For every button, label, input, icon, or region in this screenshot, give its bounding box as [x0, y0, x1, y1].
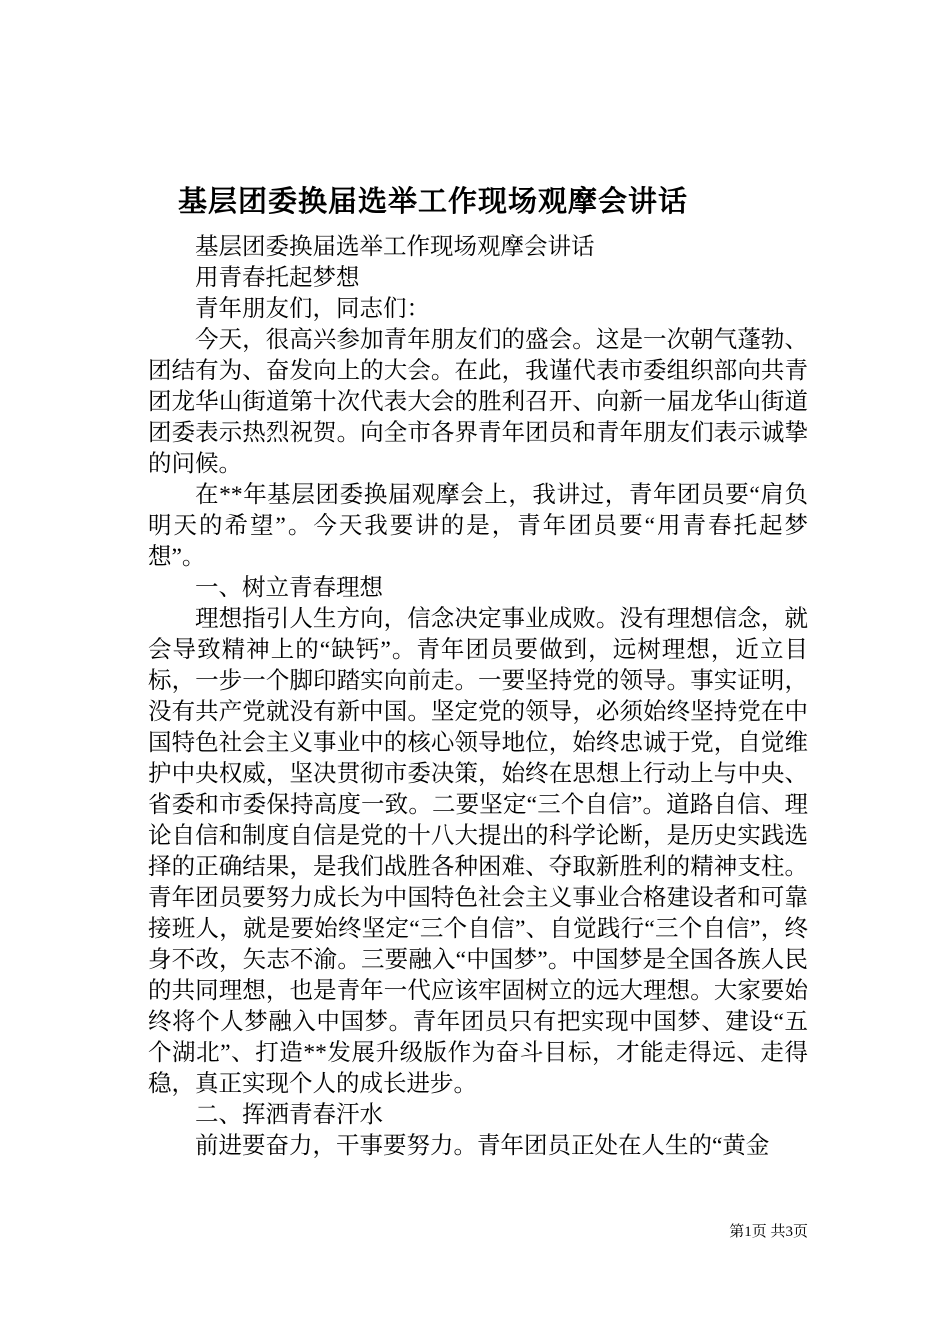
document-title: 基层团委换届选举工作现场观摩会讲话 [178, 186, 689, 218]
paragraph-salutation: 青年朋友们，同志们： [195, 296, 430, 322]
paragraph-body: 在**年基层团委换届观摩会上，我讲过，青年团员要“肩负明天的希望”。今天我要讲的是，青年团员要“用青春托起梦想”。 [148, 482, 808, 570]
paragraph-section-heading: 二、挥洒青春汗水 [195, 1102, 383, 1128]
paragraph-body: 今天，很高兴参加青年朋友们的盛会。这是一次朝气蓬勃、团结有为、奋发向上的大会。在此，我谨代表市委组织部向共青团龙华山街道第十次代表大会的胜利召开、向新一届龙华山街道团委表示热烈祝贺。向全市各界青年团员和青年朋友们表示诚挚的问候。 [148, 327, 808, 477]
paragraph-subtitle: 基层团委换届选举工作现场观摩会讲话 [195, 234, 595, 260]
document-content [148, 182, 808, 1162]
page-footer [148, 1222, 808, 1242]
paragraph-section-heading: 一、树立青春理想 [195, 575, 383, 601]
paragraph-body: 理想指引人生方向，信念决定事业成败。没有理想信念，就会导致精神上的“缺钙”。青年团员要做到，远树理想，近立目标，一步一个脚印踏实向前走。一要坚持党的领导。事实证明，没有共产党就没有新中国。坚定党的领导，必须始终坚持党在中国特色社会主义事业中的核心领导地位，始终忠诚于党，自觉维护中央权威，坚决贯彻市委决策，始终在思想上行动上与中央、省委和市委保持高度一致。二要坚定“三个自信”。道路自信、理论自信和制度自信是党的十八大提出的科学论断，是历史实践选择的正确结果，是我们战胜各种困难、夺取新胜利的精神支柱。青年团员要努力成长为中国特色社会主义事业合格建设者和可靠接班人，就是要始终坚定“三个自信”、自觉践行“三个自信”，终身不改，矢志不渝。三要融入“中国梦”。中国梦是全国各族人民的共同理想，也是青年一代应该牢固树立的远大理想。大家要始终将个人梦融入中国梦。青年团员只有把实现中国梦、建设“五个湖北”、打造**发展升级版作为奋斗目标，才能走得远、走得稳，真正实现个人的成长进步。 [148, 606, 808, 1097]
page-number: 第1页 共3页 [729, 1224, 808, 1240]
paragraph-theme: 用青春托起梦想 [195, 265, 360, 291]
paragraph-body: 前进要奋力，干事要努力。青年团员正处在人生的“黄金 [195, 1133, 770, 1159]
